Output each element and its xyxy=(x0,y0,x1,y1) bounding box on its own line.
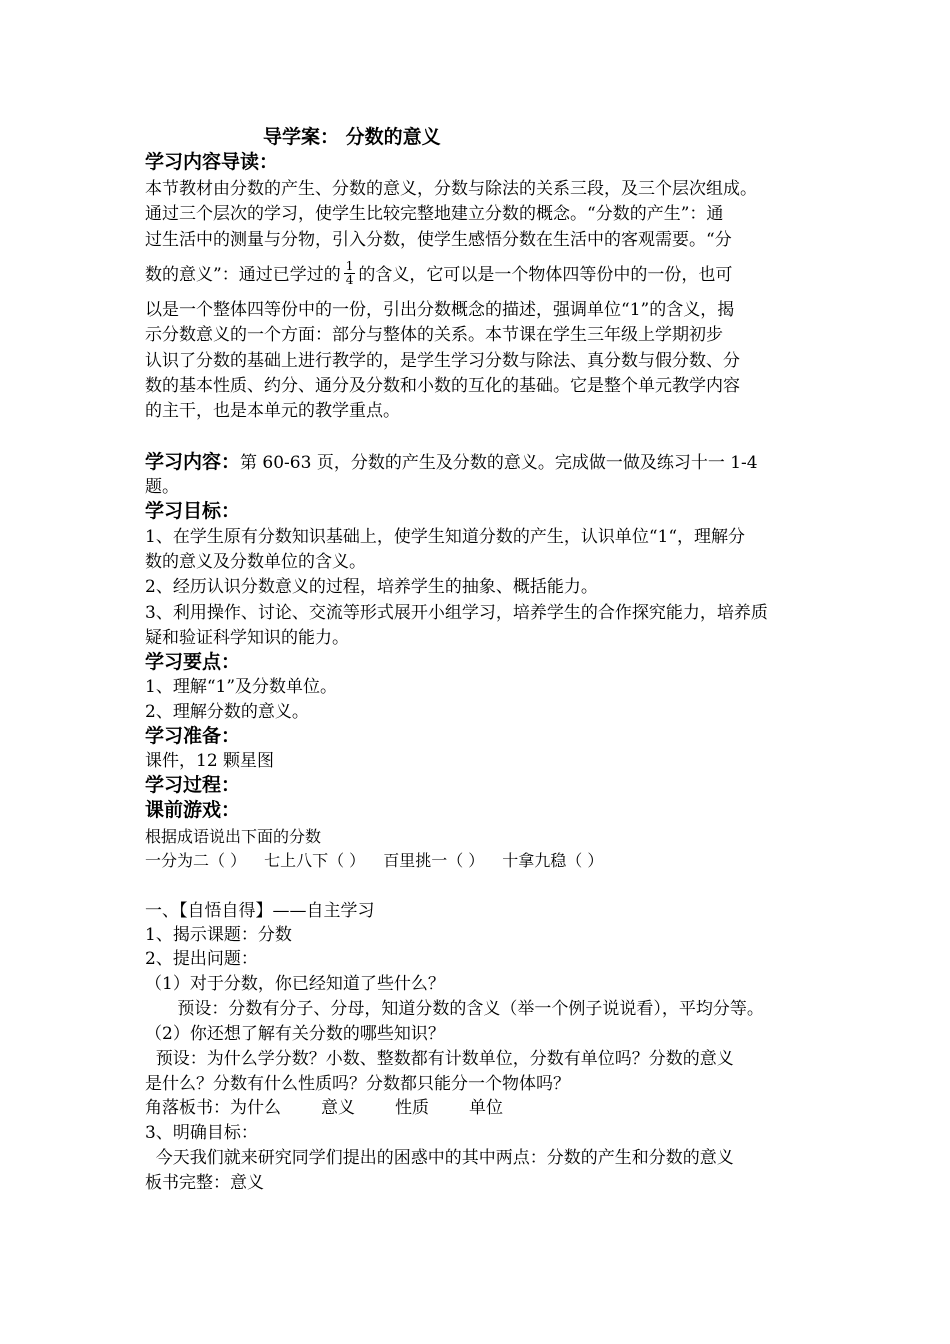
game-instruction: 根据成语说出下面的分数 xyxy=(145,827,322,846)
board-item: 性质 xyxy=(395,1098,429,1118)
board-line xyxy=(145,1096,815,1120)
keypoint-line: 1、理解“1”及分数单位。 xyxy=(145,677,338,697)
intro-text-after-fraction: 的含义，它可以是一个物体四等份中的一份，也可 xyxy=(358,265,733,285)
section1-line: 是什么？分数有什么性质吗？分数都只能分一个物体吗？ xyxy=(145,1074,570,1094)
intro-line: 本节教材由分数的产生、分数的意义，分数与除法的关系三段，及三个层次组成。 xyxy=(145,179,757,199)
section1-line: 1、揭示课题：分数 xyxy=(145,925,292,945)
section1-line: 预设：分数有分子、分母，知道分数的含义（举一个例子说说看），平均分等。 xyxy=(145,999,764,1019)
section1-line: （2）你还想了解有关分数的哪些知识？ xyxy=(145,1024,445,1044)
game-item: 百里挑一（ ） xyxy=(383,851,485,870)
intro-line: 以是一个整体四等份中的一份，引出分数概念的描述，强调单位“1”的含义，揭 xyxy=(145,300,735,320)
goal-line: 2、经历认识分数意义的过程，培养学生的抽象、概括能力。 xyxy=(145,577,598,597)
goal-line: 1、在学生原有分数知识基础上，使学生知道分数的产生，认识单位“1“，理解分 xyxy=(145,527,746,547)
intro-line: 通过三个层次的学习，使学生比较完整地建立分数的概念。“分数的产生”：通 xyxy=(145,204,724,224)
goal-line: 数的意义及分数单位的含义。 xyxy=(145,552,366,572)
content-line xyxy=(145,450,815,475)
intro-line: 示分数意义的一个方面：部分与整体的关系。本节课在学生三年级上学期初步 xyxy=(145,325,723,345)
intro-line: 的主干，也是本单元的教学重点。 xyxy=(145,401,400,421)
intro-text-before-fraction: 数的意义”：通过已学过的 xyxy=(145,265,341,285)
section1-line: 板书完整：意义 xyxy=(145,1173,264,1193)
intro-line: 数的基本性质、约分、通分及分数和小数的互化的基础。它是整个单元教学内容 xyxy=(145,376,740,396)
prep-heading: 学习准备： xyxy=(145,725,241,747)
board-label: 角落板书： xyxy=(145,1098,230,1118)
game-item: 一分为二（ ） xyxy=(145,851,247,870)
section1-line: 预设：为什么学分数？小数、整数都有计数单位，分数有单位吗？分数的意义 xyxy=(145,1049,734,1069)
goal-line: 疑和验证科学知识的能力。 xyxy=(145,628,349,648)
content-label: 学习内容： xyxy=(145,451,241,473)
section1-line: 3、明确目标： xyxy=(145,1123,258,1143)
keypoint-line: 2、理解分数的意义。 xyxy=(145,702,309,722)
keypoints-heading: 学习要点： xyxy=(145,651,241,673)
section1-line: 2、提出问题： xyxy=(145,949,258,969)
content-line: 题。 xyxy=(145,477,179,497)
goal-line: 3、利用操作、讨论、交流等形式展开小组学习，培养学生的合作探究能力，培养质 xyxy=(145,603,768,623)
section1-line: （1）对于分数，你已经知道了些什么？ xyxy=(145,974,445,994)
content-text: 第 60-63 页，分数的产生及分数的意义。完成做一做及练习十一 1-4 xyxy=(240,453,758,473)
prep-text: 课件，12 颗星图 xyxy=(145,751,275,771)
intro-heading: 学习内容导读： xyxy=(145,151,279,173)
section1-heading: 一、【自悟自得】——自主学习 xyxy=(145,901,375,921)
fraction-numerator: 1 xyxy=(345,259,354,273)
board-item: 单位 xyxy=(469,1098,503,1118)
goals-heading: 学习目标： xyxy=(145,500,241,522)
fraction-one-quarter xyxy=(344,260,356,287)
process-heading: 学习过程： xyxy=(145,774,241,796)
document-title: 导学案： 分数的意义 xyxy=(263,126,441,148)
game-items xyxy=(145,849,815,873)
intro-line: 认识了分数的基础上进行教学的，是学生学习分数与除法、真分数与假分数、分 xyxy=(145,351,740,371)
section1-line: 今天我们就来研究同学们提出的困惑中的其中两点：分数的产生和分数的意义 xyxy=(145,1148,734,1168)
game-heading: 课前游戏： xyxy=(145,799,241,821)
board-item: 为什么 xyxy=(230,1098,281,1118)
intro-fraction-line xyxy=(145,260,815,290)
board-item: 意义 xyxy=(321,1098,355,1118)
fraction-denominator: 4 xyxy=(345,273,354,287)
intro-line: 过生活中的测量与分物，引入分数，使学生感悟分数在生活中的客观需要。“分 xyxy=(145,230,732,250)
game-item: 十拿九稳（ ） xyxy=(502,851,604,870)
game-item: 七上八下（ ） xyxy=(264,851,366,870)
